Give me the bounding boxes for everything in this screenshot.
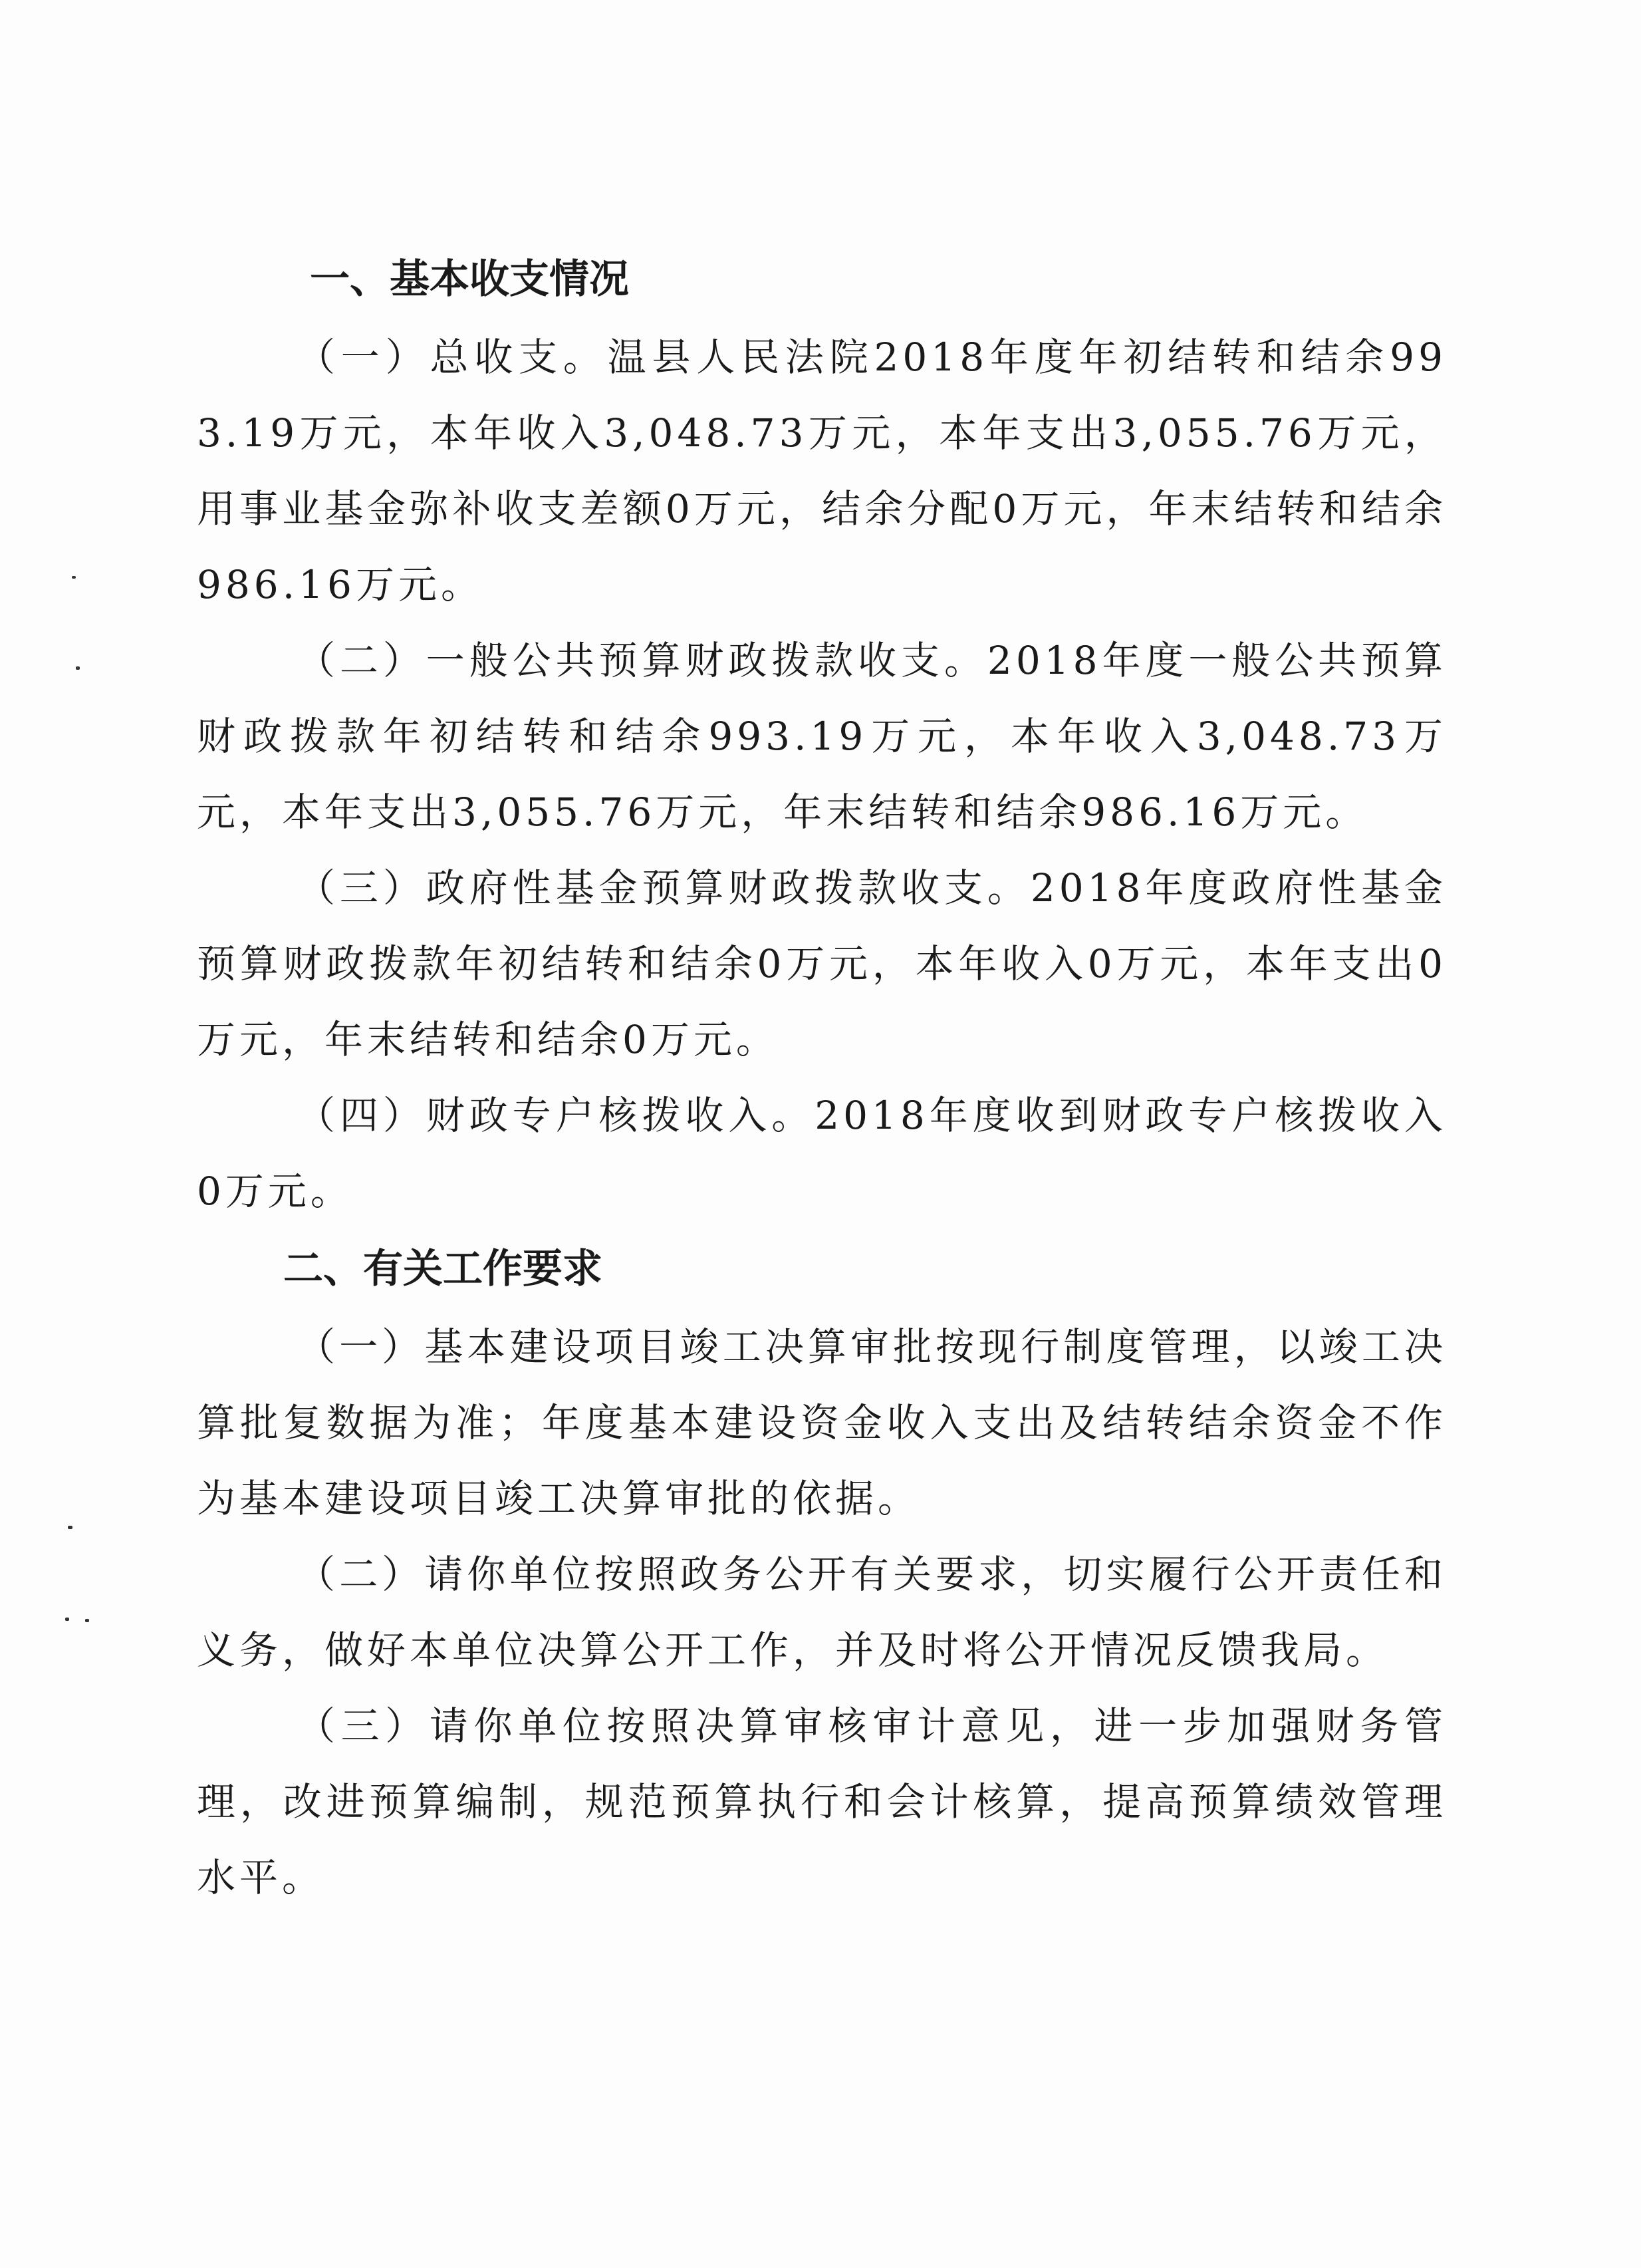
scan-mark — [85, 1619, 89, 1622]
paragraph: （四）财政专户核拨收入。2018年度收到财政专户核拨收入0万元。 — [197, 1093, 1447, 1214]
paragraph: （二）请你单位按照政务公开有关要求，切实履行公开责任和义务，做好本单位决算公开工作，并及时将公开情况反馈我局。 — [197, 1552, 1447, 1673]
paragraph: （三）请你单位按照决算审核审计意见，进一步加强财务管理，改进预算编制，规范预算执行和会计核算，提高预算绩效管理水平。 — [197, 1703, 1447, 1900]
scan-mark — [68, 1526, 72, 1529]
paragraph: （二）一般公共预算财政拨款收支。2018年度一般公共预算财政拨款年初结转和结余993.19万元，本年收入3,048.73万元，本年支出3,055.76万元，年末结转和结余986.16万元。 — [197, 638, 1447, 835]
scan-mark — [65, 1618, 69, 1621]
paragraph: （一）总收支。温县人民法院2018年度年初结转和结余993.19万元，本年收入3,048.73万元，本年支出3,055.76万元，用事业基金弥补收支差额0万元，结余分配0万元，年末结转和结余986.16万元。 — [197, 335, 1447, 607]
document-body — [197, 239, 1447, 1915]
scan-mark — [76, 666, 80, 670]
section-heading: 一、基本收支情况 — [310, 256, 629, 303]
paragraph: （一）基本建设项目竣工决算审批按现行制度管理，以竣工决算批复数据为准；年度基本建设资金收入支出及结转结余资金不作为基本建设项目竣工决算审批的依据。 — [197, 1324, 1447, 1521]
section-heading: 二、有关工作要求 — [283, 1246, 602, 1292]
paragraph: （三）政府性基金预算财政拨款收支。2018年度政府性基金预算财政拨款年初结转和结余0万元，本年收入0万元，本年支出0万元，年末结转和结余0万元。 — [197, 865, 1447, 1062]
scan-mark — [72, 576, 76, 579]
